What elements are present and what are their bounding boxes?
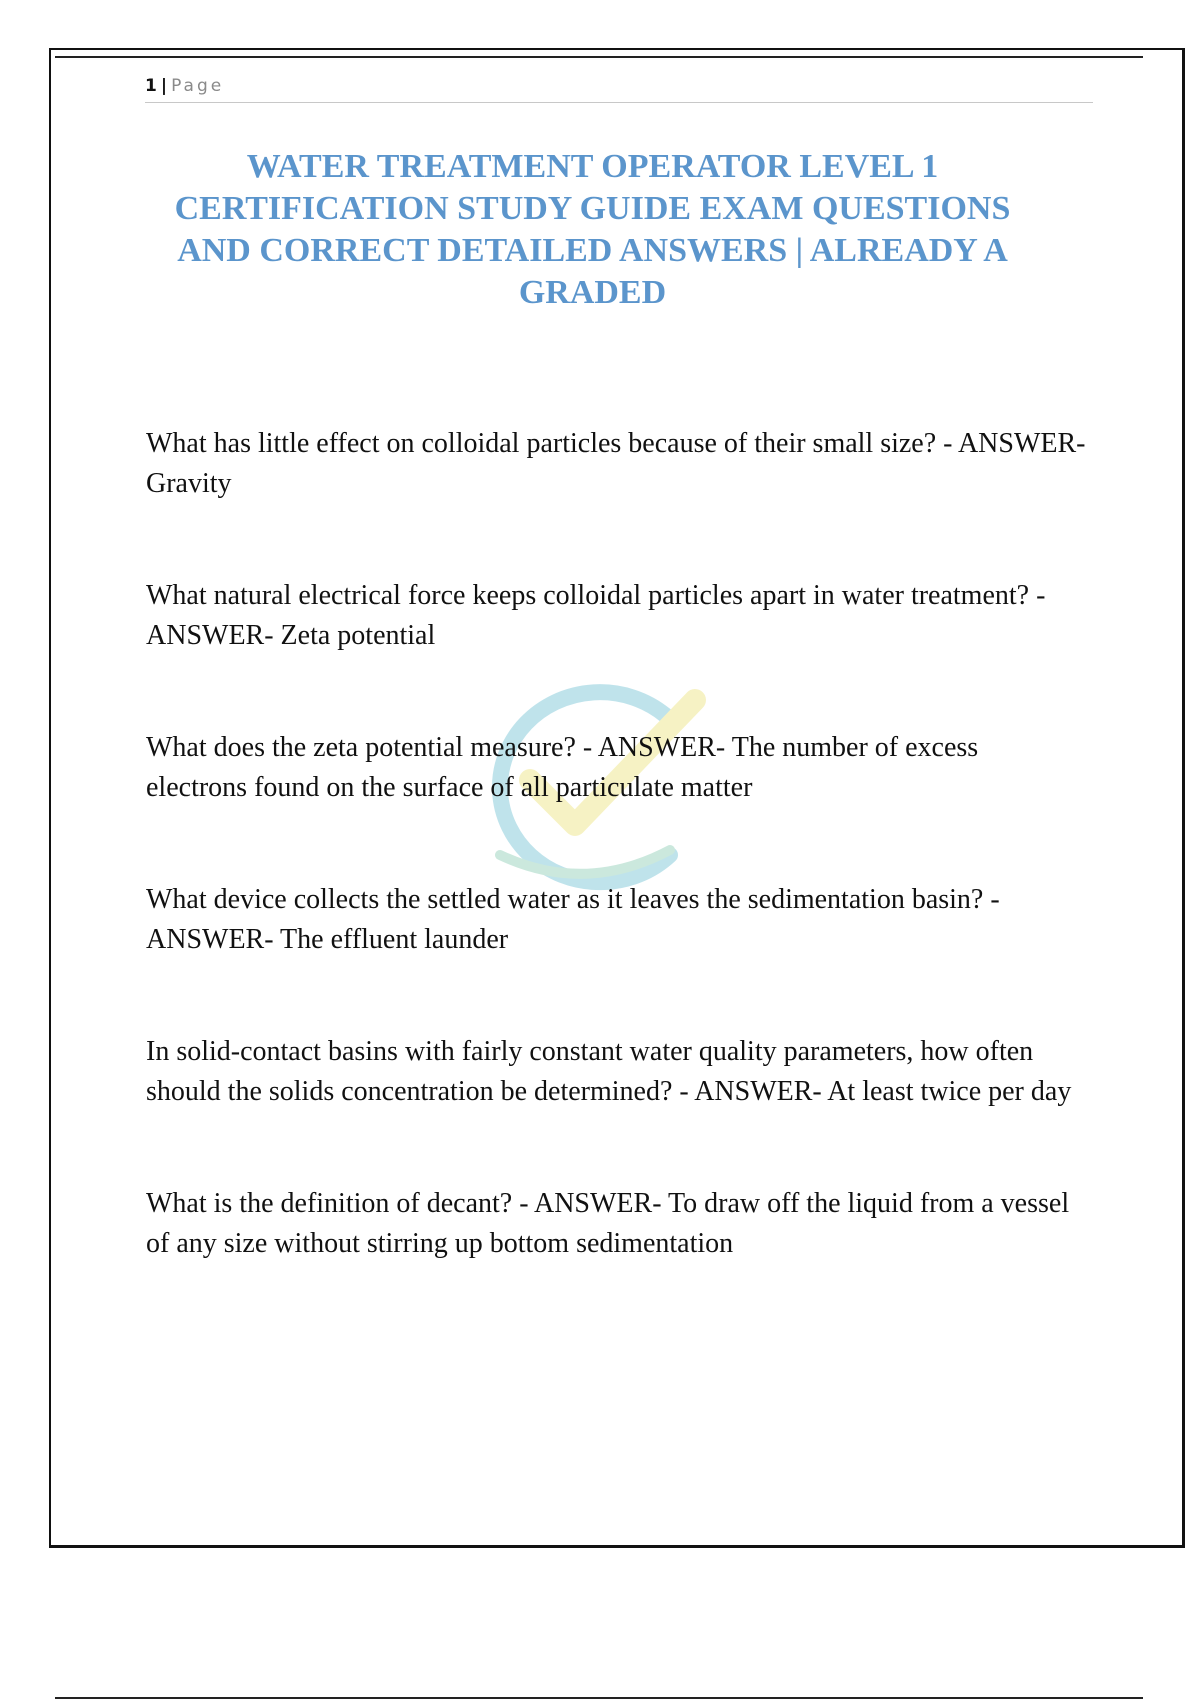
qa-item: What natural electrical force keeps colloidal particles apart in water treatment? - ANSWER- Zeta potential <box>146 580 1046 651</box>
qa-item: What is the definition of decant? - ANSWER- To draw off the liquid from a vessel of any size without stirring up bottom sedimentation <box>146 1188 1070 1259</box>
qa-item: What has little effect on colloidal particles because of their small size? - ANSWER- Gravity <box>146 428 1086 499</box>
page-header <box>145 74 1093 103</box>
qa-item: In solid-contact basins with fairly constant water quality parameters, how often should the solids concentration be determined? - ANSWER- At least twice per day <box>146 1036 1072 1107</box>
qa-list <box>146 424 1086 1264</box>
bottom-rule <box>55 1697 1143 1699</box>
page-separator: | <box>160 76 168 96</box>
qa-item: What does the zeta potential measure? - ANSWER- The number of excess electrons found on the surface of all particulate matter <box>146 732 979 803</box>
page-number: 1 <box>145 76 157 96</box>
document-title: WATER TREATMENT OPERATOR LEVEL 1 CERTIFICATION STUDY GUIDE EXAM QUESTIONS AND CORRECT DETAILED ANSWERS | ALREADY A GRADED <box>174 148 1011 311</box>
page-label: Page <box>171 76 225 96</box>
qa-item: What device collects the settled water as it leaves the sedimentation basin? - ANSWER- The effluent launder <box>146 884 1000 955</box>
